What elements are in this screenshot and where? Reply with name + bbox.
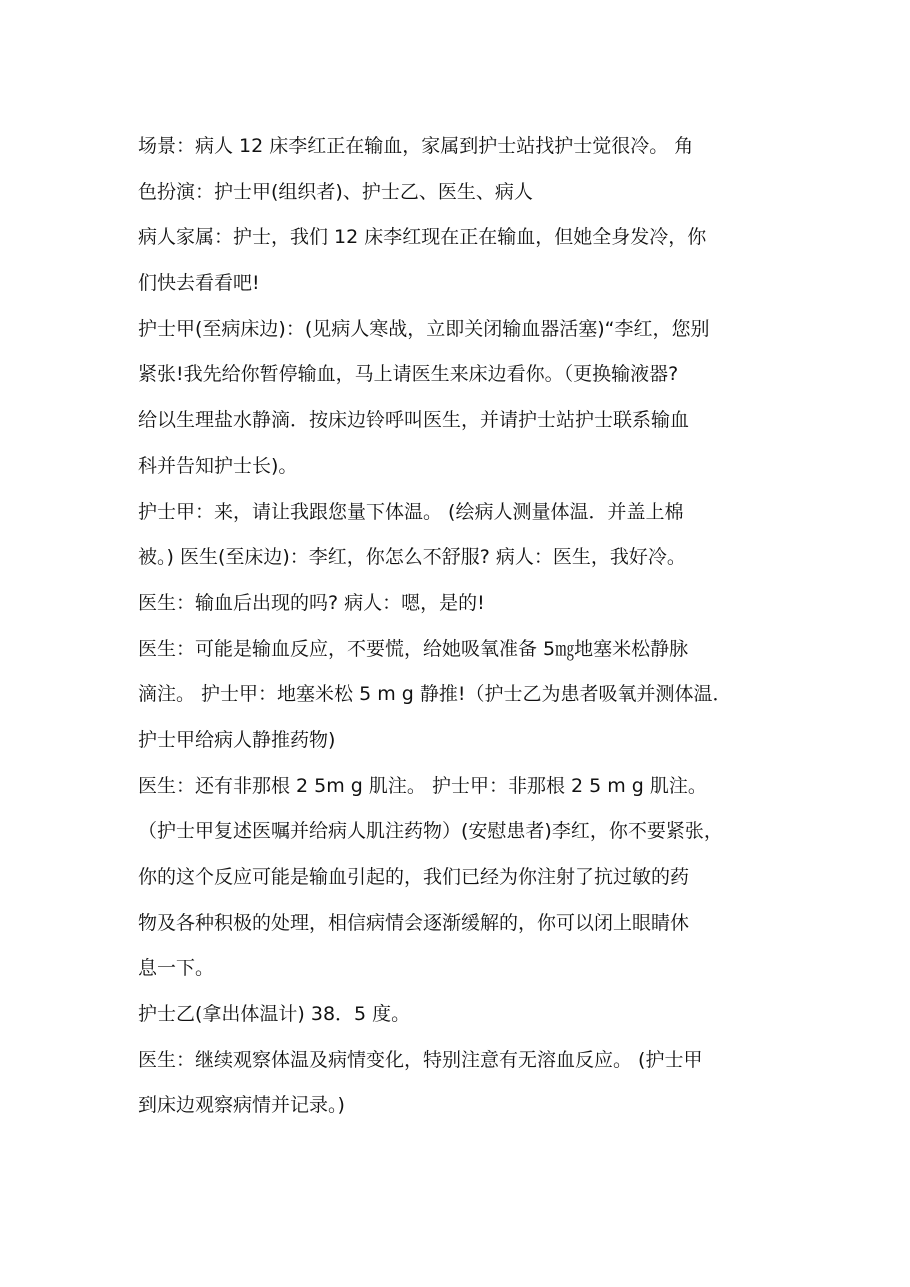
text-line: 紧张!我先给你暂停输血，马上请医生来床边看你。（更换输液器?: [138, 363, 679, 386]
text-line: 科并告知护士长)。: [138, 454, 298, 477]
text-line: 医生：可能是输血反应，不要慌，给她吸氧准备 5㎎地塞米松静脉: [138, 637, 689, 660]
document-body: [138, 124, 778, 1129]
text-line: 场景：病人 12 床李红正在输血，家属到护士站找护士觉很冷。 角: [138, 135, 694, 157]
text-line: 滴注。 护士甲：地塞米松 5 m g 静推!（护士乙为患者吸氧并测体温．: [138, 683, 732, 706]
text-line: 护士甲：来，请让我跟您量下体温。 (绘病人测量体温．并盖上棉: [138, 500, 684, 523]
text-line: 医生：还有非那根 2 5m g 肌注。 护士甲：非那根 2 5 m g 肌注。: [138, 774, 707, 797]
text-line: 息一下。: [138, 957, 215, 980]
text-line: （护士甲复述医嘱并给病人肌注药物）(安慰患者)李红，你不要紧张，: [138, 820, 723, 843]
text-line: 护士甲给病人静推药物): [138, 728, 336, 751]
text-line: 被。) 医生(至床边)：李红，你怎么不舒服? 病人：医生，我好冷。: [138, 546, 686, 569]
text-line: 色扮演：护士甲(组织者)、护士乙、医生、病人: [138, 180, 533, 203]
text-line: 护士甲(至病床边)：(见病人寒战，立即关闭输血器活塞)“李红，您别: [138, 317, 710, 340]
text-line: 医生：输血后出现的吗? 病人：嗯，是的!: [138, 591, 485, 614]
text-line: 医生：继续观察体温及病情变化，特别注意有无溶血反应。 (护士甲: [138, 1048, 703, 1071]
text-line: 物及各种积极的处理，相信病情会逐渐缓解的，你可以闭上眼睛休: [138, 911, 690, 934]
text-line: 护士乙(拿出体温计) 38．5 度。: [138, 1003, 411, 1026]
text-line: 给以生理盐水静滴．按床边铃呼叫医生，并请护士站护士联系输血: [138, 409, 690, 432]
text-line: 你的这个反应可能是输血引起的，我们已经为你注射了抗过敏的药: [138, 866, 690, 888]
text-line: 到床边观察病情并记录。): [138, 1094, 345, 1117]
text-line: 们快去看看吧!: [138, 272, 260, 295]
text-line: 病人家属：护士，我们 12 床李红现在正在输血，但她全身发冷，你: [138, 226, 707, 249]
